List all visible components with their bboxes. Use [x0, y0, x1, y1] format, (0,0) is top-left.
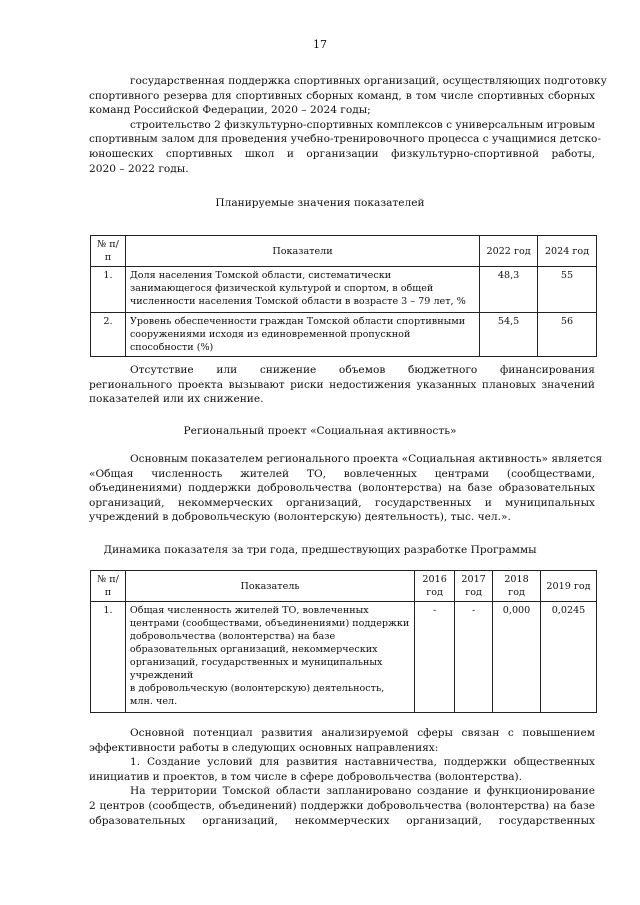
cell-num: 1.	[91, 602, 126, 713]
text-line: команд Российской Федерации, 2020 – 2024 годы;	[89, 104, 371, 117]
cell-line: в добровольческую (волонтерскую) деятельность,	[129, 683, 385, 694]
table-header-row	[91, 571, 597, 602]
cell-name: Доля населения Томской области, систематически занимающегося физической культурой и спортом, в общей численности населения Томской области в возрасте 3 – 79 лет, %	[125, 267, 479, 313]
text-line: учреждений в добровольческую (волонтерскую) деятельность), тыс. чел.».	[89, 511, 511, 524]
cell-line: добровольчества (волонтерства) на базе	[129, 631, 336, 642]
col-header-2019: 2019 год	[541, 571, 597, 602]
text-line: образовательных организаций, некоммерческих организаций, государственных	[89, 814, 595, 827]
col-header-2017: 2017 год	[455, 571, 493, 602]
project-heading: Региональный проект «Социальная активность»	[183, 425, 457, 437]
col-header-name: Показатель	[125, 571, 414, 602]
cell-line: Общая численность жителей ТО, вовлеченных	[129, 605, 369, 616]
indicators-table	[90, 235, 597, 357]
col-header-2018: 2018 год	[493, 571, 541, 602]
cell-2018: 0,000	[493, 602, 541, 713]
text-line: 2020 – 2022 годы.	[89, 162, 189, 175]
cell-line: образовательных организаций, некоммерческих	[129, 644, 378, 655]
col-header-name: Показатели	[125, 236, 479, 267]
table-header-row	[91, 236, 597, 267]
text-line: Основным показателем регионального проекта «Социальная активность» является	[130, 453, 603, 465]
col-header-num: № п/п	[91, 571, 126, 602]
table1-title: Планируемые значения показателей	[215, 197, 425, 209]
cell-num: 2.	[91, 313, 126, 357]
col-header-2016: 2016 год	[415, 571, 455, 602]
text-line: строительство 2 физкультурно-спортивных комплексов с универсальным игровым	[130, 118, 595, 131]
cell-name	[125, 602, 414, 713]
cell-name: Уровень обеспеченности граждан Томской области спортивными сооружениями исходя из единовременной пропускной способности (%)	[125, 313, 479, 357]
outro-text	[89, 726, 595, 828]
text-line: эффективности работы в следующих основных направлениях:	[89, 741, 439, 754]
text-line: объединениями) поддержки добровольчества (волонтерства) на базе образовательных	[89, 482, 595, 495]
cell-line: организаций, государственных и муниципальных	[129, 657, 383, 668]
text-line: Отсутствие или снижение объемов бюджетного финансирования	[130, 364, 595, 376]
cell-2024: 55	[538, 267, 597, 313]
cell-2016: -	[415, 602, 455, 713]
text-line: организаций, некоммерческих организаций, государственных и муниципальных	[89, 496, 595, 509]
cell-2022: 54,5	[480, 313, 538, 357]
cell-line: центрами (сообществами, объединениями) поддержки	[129, 618, 410, 629]
dynamics-table	[90, 570, 597, 713]
col-header-num: № п/п	[91, 236, 126, 267]
cell-num: 1.	[91, 267, 126, 313]
cell-2024: 56	[538, 313, 597, 357]
text-line: 2 центров (сообществ, объединений) поддержки добровольчества (волонтерства) на базе	[89, 799, 595, 812]
cell-line: учреждений	[129, 670, 194, 681]
text-line: «Общая численность жителей ТО, вовлеченных центрами (сообществами,	[89, 467, 595, 480]
col-header-2024: 2024 год	[538, 236, 597, 267]
text-line: регионального проекта вызывают риски недостижения указанных плановых значений	[89, 378, 595, 391]
table-row	[91, 313, 597, 357]
cell-line: млн. чел.	[129, 696, 178, 707]
table-row	[91, 602, 597, 713]
text-line: На территории Томской области запланировано создание и функционирование	[130, 785, 595, 798]
page-number: 17	[313, 38, 327, 51]
text-line: 1. Создание условий для развития наставничества, поддержки общественных	[130, 756, 595, 769]
cell-2017: -	[455, 602, 493, 713]
table2-title: Динамика показателя за три года, предшествующих разработке Программы	[103, 544, 537, 556]
project-text	[89, 452, 603, 525]
text-line: инициатив и проектов, в том числе в сфере добровольчества (волонтерства).	[89, 770, 523, 783]
cell-2019: 0,0245	[541, 602, 597, 713]
intro-text	[89, 74, 607, 176]
text-line: юношеских спортивных школ и организации физкультурно-спортивной работы,	[89, 147, 595, 160]
col-header-2022: 2022 год	[480, 236, 538, 267]
text-line: показателей или их снижение.	[89, 393, 264, 406]
text-line: спортивного резерва для спортивных сборных команд, в том числе спортивных сборных	[89, 89, 595, 102]
risk-text	[89, 363, 595, 407]
text-line: спортивным залом для проведения учебно-тренировочного процесса с учащимися детско-	[89, 133, 601, 146]
table-row	[91, 267, 597, 313]
text-line: государственная поддержка спортивных организаций, осуществляющих подготовку	[130, 75, 607, 87]
cell-2022: 48,3	[480, 267, 538, 313]
text-line: Основной потенциал развития анализируемой сферы связан с повышением	[130, 727, 595, 739]
